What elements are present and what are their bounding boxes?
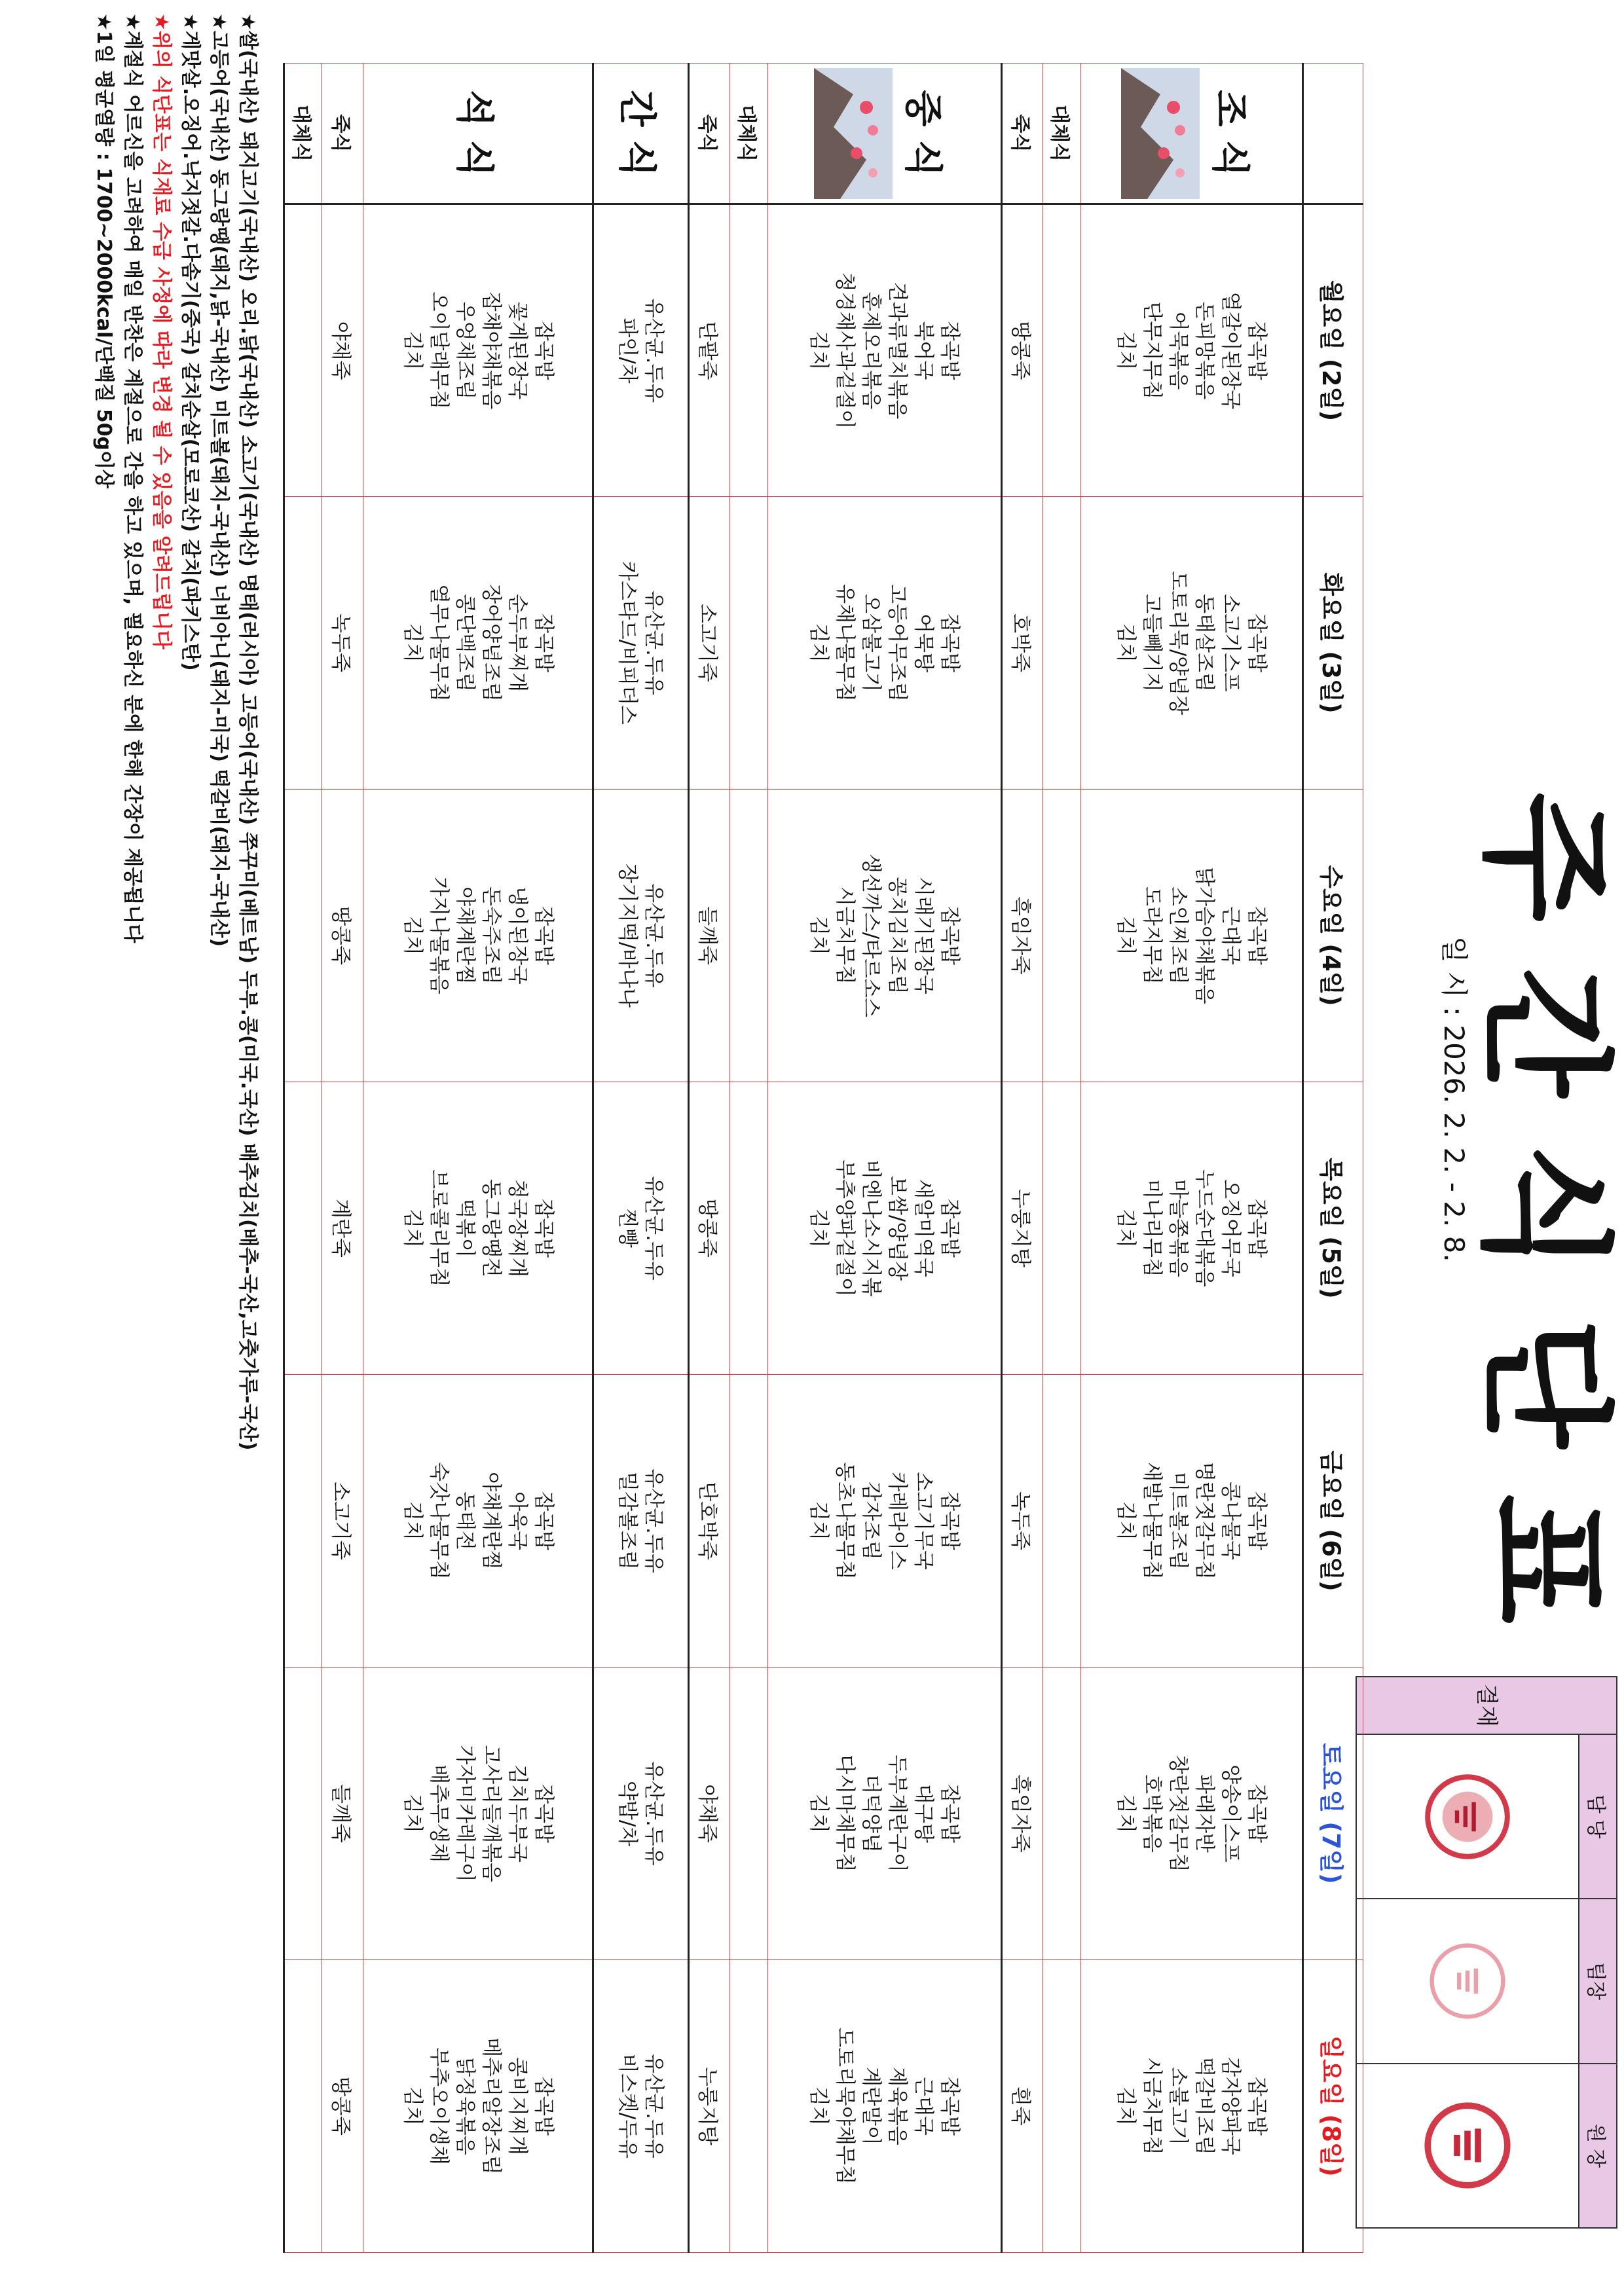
- menu-item: 잡곡밥: [531, 1491, 555, 1550]
- snack-sat: [593, 1667, 688, 1960]
- breakfast-thu: [1080, 1082, 1302, 1375]
- alt-label: 대체식: [284, 64, 322, 204]
- menu-item: 동그랑땡전: [479, 1179, 503, 1277]
- snack-fri: [593, 1375, 688, 1667]
- menu-item: 장기지떡/바나나: [616, 863, 640, 1008]
- porridge-label: 죽식: [688, 64, 729, 204]
- dinner-thu: [363, 1082, 593, 1375]
- menu-item: 미나리무침: [1140, 1179, 1164, 1277]
- menu-item: 대구탕: [912, 1784, 936, 1843]
- breakfast-sun: [1080, 1960, 1302, 2253]
- menu-item: 김치: [400, 1794, 424, 1833]
- menu-item: 김치: [807, 916, 831, 955]
- menu-item: 고사리들깨볶음: [479, 1745, 503, 1882]
- dinner-porridge-fri: 소고기죽: [322, 1375, 363, 1667]
- breakfast-fri: [1080, 1375, 1302, 1667]
- dinner-alt-mon: [284, 204, 322, 497]
- lunch-alt-mon: [729, 204, 767, 497]
- menu-item: 잡곡밥: [1245, 613, 1269, 672]
- dinner-mon: [363, 204, 593, 497]
- menu-item: 훈제오리볶음: [859, 291, 883, 410]
- menu-item: 잡곡밥: [1245, 321, 1269, 380]
- breakfast-porridge-fri: 녹두죽: [1001, 1375, 1043, 1667]
- menu-item: 잡곡밥: [1245, 906, 1269, 965]
- menu-item: 김치: [1114, 331, 1138, 371]
- day-mon: 월요일 (2일): [1302, 204, 1363, 497]
- menu-item: 돈피망볶음: [1192, 301, 1217, 400]
- menu-item: 새알미역국: [912, 1179, 936, 1277]
- breakfast-alt-fri: [1043, 1375, 1080, 1667]
- menu-item: 잡곡밥: [938, 1199, 962, 1258]
- menu-item: 콩나물국: [1219, 1482, 1243, 1560]
- menu-item: 순두부찌개: [505, 594, 529, 692]
- menu-item: 브로콜리무침: [426, 1169, 451, 1287]
- menu-item: 김치: [1114, 1501, 1138, 1540]
- menu-item: 김치: [807, 331, 831, 371]
- approval-role-leader: 팀장: [1579, 1899, 1617, 2063]
- lunch-alt-tue: [729, 497, 767, 790]
- menu-item: 다시마채무침: [833, 1755, 857, 1872]
- menu-item: 꽁치김치조림: [885, 877, 910, 994]
- menu-item: 잡곡밥: [938, 2077, 962, 2136]
- menu-item: 고들빼기지: [1140, 594, 1164, 692]
- lunch-alt-fri: [729, 1375, 767, 1667]
- menu-item: 유산균.두유: [642, 1761, 666, 1866]
- day-header-row: [1302, 64, 1363, 2253]
- menu-item: 잡곡밥: [1245, 1491, 1269, 1550]
- menu-item: 오이달래무침: [426, 291, 451, 410]
- menu-item: 소고기스프: [1219, 594, 1243, 692]
- menu-item: 보쌈/양념장: [885, 1175, 910, 1281]
- menu-item: 찐빵: [616, 1209, 640, 1248]
- breakfast-porridge-sun: 흰죽: [1001, 1960, 1043, 2253]
- menu-item: 김치: [400, 1209, 424, 1248]
- menu-item: 오징어무국: [1219, 1179, 1243, 1277]
- lunch-alt-sun: [729, 1960, 767, 2253]
- breakfast-porridge-row: [1001, 64, 1043, 2253]
- breakfast-alt-thu: [1043, 1082, 1080, 1375]
- menu-item: 김치: [807, 1209, 831, 1248]
- menu-item: 양송이스프: [1219, 1764, 1243, 1863]
- menu-item: 어묵탕: [912, 613, 936, 672]
- menu-item: 숙갓나물무침: [426, 1462, 451, 1580]
- day-wed: 수요일 (4일): [1302, 790, 1363, 1082]
- menu-item: 김치: [400, 1501, 424, 1540]
- menu-item: 김치: [1114, 916, 1138, 955]
- meal-label-dinner: 석 식: [363, 64, 593, 204]
- menu-item: 냉이된장국: [505, 886, 529, 985]
- menu-item: 장어양념조림: [479, 584, 503, 702]
- plum-blossom-photo-icon: [1121, 68, 1200, 199]
- meal-label-lunch: 중 식: [767, 64, 1001, 204]
- breakfast-porridge-wed: 흑임자죽: [1001, 790, 1043, 1082]
- dinner-fri: [363, 1375, 593, 1667]
- menu-item: 소고기무국: [912, 1472, 936, 1570]
- menu-item: 잡곡밥: [531, 1199, 555, 1258]
- dinner-porridge-thu: 계란죽: [322, 1082, 363, 1375]
- snack-sun: [593, 1960, 688, 2253]
- approval-box: [1356, 1676, 1617, 2229]
- day-sat: 토요일 (7일): [1302, 1667, 1363, 1960]
- menu-item: 잡곡밥: [1245, 1784, 1269, 1843]
- menu-item: 잡곡밥: [531, 906, 555, 965]
- day-sun: 일요일 (8일): [1302, 1960, 1363, 2253]
- lunch-porridge-sun: 누룽지탕: [688, 1960, 729, 2253]
- menu-item: 유산균.두유: [642, 2054, 666, 2159]
- day-tue: 화요일 (3일): [1302, 497, 1363, 790]
- dinner-sat: [363, 1667, 593, 1960]
- menu-item: 메추리알장조림: [479, 2037, 503, 2175]
- menu-item: 김치: [807, 1794, 831, 1833]
- breakfast-alt-sun: [1043, 1960, 1080, 2253]
- lunch-mon: [767, 204, 1001, 497]
- menu-item: 유채나물무침: [833, 584, 857, 702]
- menu-item: 더덕양념: [859, 1774, 883, 1853]
- menu-item: 파래자반: [1192, 1774, 1217, 1853]
- menu-item: 감자양파국: [1219, 2057, 1243, 2155]
- menu-item: 시금치무침: [1140, 2057, 1164, 2155]
- menu-item: 콩비지찌개: [505, 2057, 529, 2155]
- breakfast-wed: [1080, 790, 1302, 1082]
- lunch-porridge-wed: 들깨죽: [688, 790, 729, 1082]
- lunch-porridge-sat: 야채죽: [688, 1667, 729, 1960]
- dinner-alt-sun: [284, 1960, 322, 2253]
- menu-item: 김치: [1114, 623, 1138, 663]
- menu-item: 아욱국: [505, 1491, 529, 1550]
- breakfast-mon: [1080, 204, 1302, 497]
- date-range: 일 시 : 2026. 2. 2. - 2. 8.: [1438, 936, 1470, 1262]
- menu-item: 콩단백조림: [452, 594, 477, 692]
- breakfast-porridge-mon: 땅콩죽: [1001, 204, 1043, 497]
- menu-item: 동태살조림: [1192, 594, 1217, 692]
- menu-item: 잡곡밥: [531, 1784, 555, 1843]
- breakfast-alt-wed: [1043, 790, 1080, 1082]
- menu-item: 비스켓/두유: [616, 2053, 640, 2159]
- menu-item: 카레라이스: [885, 1472, 910, 1570]
- menu-item: 도토리묵야채무침: [833, 2028, 857, 2185]
- day-fri: 금요일 (6일): [1302, 1375, 1363, 1667]
- menu-item: 명란젓갈무침: [1192, 1462, 1217, 1580]
- menu-item: 시래기된장국: [912, 877, 936, 994]
- dinner-porridge-tue: 녹두죽: [322, 497, 363, 790]
- menu-item: 고등어무조림: [885, 584, 910, 702]
- menu-item: 열무나물무침: [426, 584, 451, 702]
- menu-item: 잡곡밥: [1245, 2077, 1269, 2136]
- lunch-sat: [767, 1667, 1001, 1960]
- dinner-alt-thu: [284, 1082, 322, 1375]
- snack-thu: [593, 1082, 688, 1375]
- menu-item: 도토리묵/양념장: [1166, 570, 1190, 716]
- menu-item: 견과류멸치볶음: [885, 282, 910, 420]
- menu-item: 생선까스/타르소스: [859, 853, 883, 1017]
- menu-item: 김치: [400, 623, 424, 663]
- breakfast-porridge-thu: 누룽지탕: [1001, 1082, 1043, 1375]
- breakfast-alt-row: [1043, 64, 1080, 2253]
- menu-item: 오삼불고기: [859, 594, 883, 692]
- lunch-porridge-mon: 단팥죽: [688, 204, 729, 497]
- dinner-porridge-mon: 야채죽: [322, 204, 363, 497]
- lunch-alt-row: [729, 64, 767, 2253]
- dinner-alt-wed: [284, 790, 322, 1082]
- menu-item: 유산균.두유: [642, 1176, 666, 1281]
- menu-item: 우엉채조림: [452, 301, 477, 400]
- day-thu: 목요일 (5일): [1302, 1082, 1363, 1375]
- menu-item: 김치: [807, 1501, 831, 1540]
- menu-item: 새발나물무침: [1140, 1462, 1164, 1580]
- menu-item: 단무지무침: [1140, 301, 1164, 400]
- lunch-thu: [767, 1082, 1001, 1375]
- approval-label: 결재: [1356, 1677, 1617, 1734]
- menu-item: 유산균.두유: [642, 591, 666, 695]
- menu-item: 김치: [1114, 1794, 1138, 1833]
- menu-item: 잡곡밥: [938, 1784, 962, 1843]
- menu-item: 김치두부국: [505, 1764, 529, 1863]
- menu-item: 잡곡밥: [938, 613, 962, 672]
- menu-item: 카스타드/비피더스: [616, 560, 640, 725]
- menu-item: 부추오이생채: [426, 2047, 451, 2165]
- seal-stamp-icon: [1415, 1929, 1520, 2033]
- menu-item: 꽃게된장국: [505, 301, 529, 400]
- menu-item: 야채계란찜: [452, 886, 477, 985]
- snack-wed: [593, 790, 688, 1082]
- alt-label: 대체식: [729, 64, 767, 204]
- menu-item: 가지나물볶음: [426, 877, 451, 994]
- dinner-tue: [363, 497, 593, 790]
- menu-item: 김치: [807, 623, 831, 663]
- lunch-porridge-tue: 소고기죽: [688, 497, 729, 790]
- menu-item: 근대국: [912, 2077, 936, 2136]
- dinner-porridge-sun: 땅콩죽: [322, 1960, 363, 2253]
- menu-item: 잡곡밥: [938, 1491, 962, 1550]
- seal-stamp-icon: [1415, 2093, 1520, 2198]
- lunch-porridge-fri: 단호박죽: [688, 1375, 729, 1667]
- dinner-alt-fri: [284, 1375, 322, 1667]
- menu-item: 김치: [1114, 1209, 1138, 1248]
- breakfast-main-row: [1080, 64, 1302, 2253]
- menu-item: 도라지무침: [1140, 886, 1164, 985]
- note-line: ★쌀(국내산) 돼지고기(국내산) 오리.닭(국내산) 소고기(국내산) 명태(러시아) 고등어(국내산) 쭈꾸미(베트남) 두부.콩(미국.국산) 배추김치(배추-국산,고춧가루-국산): [236, 13, 259, 1451]
- menu-item: 배추무생채: [426, 1764, 451, 1863]
- dinner-main-row: [363, 64, 593, 2253]
- menu-item: 근대국: [1219, 906, 1243, 965]
- dinner-porridge-row: [322, 64, 363, 2253]
- menu-item: 잡곡밥: [531, 613, 555, 672]
- approval-role-director: 원 장: [1579, 2064, 1617, 2228]
- menu-item: 제육볶음: [885, 2067, 910, 2145]
- menu-item: 유산균.두유: [642, 298, 666, 403]
- menu-item: 잡곡밥: [938, 906, 962, 965]
- lunch-porridge-row: [688, 64, 729, 2253]
- menu-item: 잡곡밥: [1245, 1199, 1269, 1258]
- breakfast-tue: [1080, 497, 1302, 790]
- breakfast-alt-sat: [1043, 1667, 1080, 1960]
- dinner-porridge-wed: 땅콩죽: [322, 790, 363, 1082]
- menu-item: 김치: [400, 916, 424, 955]
- dinner-wed: [363, 790, 593, 1082]
- approval-stamp-director: [1356, 2064, 1579, 2228]
- breakfast-sat: [1080, 1667, 1302, 1960]
- page-title: 주간식단표: [1466, 792, 1622, 1670]
- weekly-menu-table: [283, 63, 1363, 2253]
- menu-item: 잡채야채볶음: [479, 291, 503, 410]
- corner-cell: [1302, 64, 1363, 204]
- menu-item: 유산균.두유: [642, 883, 666, 988]
- menu-item: 마늘쫑볶음: [1166, 1179, 1190, 1277]
- note-line: ★게맛살.오징어.낙지젓갈.다솜기(중국) 갈치순살(모로코산) 갈치(파키스탄): [179, 13, 202, 671]
- menu-item: 청국장찌개: [505, 1179, 529, 1277]
- menu-item: 닭정육볶음: [452, 2057, 477, 2155]
- menu-item: 김치: [400, 2086, 424, 2126]
- menu-item: 청경채사과겉절이: [833, 272, 857, 429]
- plum-blossom-photo-icon: [814, 68, 893, 199]
- menu-item: 잡곡밥: [531, 2077, 555, 2136]
- menu-item: 김치: [807, 2086, 831, 2126]
- snack-row: [593, 64, 688, 2253]
- note-line-warning: ★위의 식단표는 식재료 수급 사정에 따라 변경 될 수 있음을 알려드립니다: [150, 13, 173, 649]
- porridge-label: 죽식: [1001, 64, 1043, 204]
- dinner-alt-sat: [284, 1667, 322, 1960]
- menu-item: 동태전: [452, 1491, 477, 1550]
- menu-item: 유산균.두유: [642, 1468, 666, 1573]
- lunch-alt-sat: [729, 1667, 767, 1960]
- menu-item: 미트볼조림: [1166, 1472, 1190, 1570]
- menu-item: 소불고기: [1166, 2067, 1190, 2145]
- note-line: ★고등어(국내산) 동그랑땡(돼지,닭-국내산) 미트볼(돼지-국내산) 너비아니(돼지-미국) 떡갈비(돼지-국내산): [208, 13, 231, 947]
- lunch-fri: [767, 1375, 1001, 1667]
- menu-item: 비엔나소시지볶: [859, 1159, 883, 1297]
- menu-item: 부추양파겉절이: [833, 1159, 857, 1297]
- porridge-label: 죽식: [322, 64, 363, 204]
- footnotes: [89, 13, 262, 2265]
- menu-item: 동초나물무침: [833, 1462, 857, 1580]
- meal-label-snack: 간 식: [593, 64, 688, 204]
- breakfast-alt-mon: [1043, 204, 1080, 497]
- lunch-porridge-thu: 땅콩죽: [688, 1082, 729, 1375]
- dinner-alt-tue: [284, 497, 322, 790]
- menu-item: 가자미카레구이: [452, 1745, 477, 1882]
- menu-item: 약밥/차: [616, 1780, 640, 1847]
- menu-item: 야채계란찜: [479, 1472, 503, 1570]
- menu-item: 북어국: [912, 321, 936, 380]
- lunch-alt-wed: [729, 790, 767, 1082]
- menu-item: 잡곡밥: [938, 321, 962, 380]
- breakfast-alt-tue: [1043, 497, 1080, 790]
- lunch-alt-thu: [729, 1082, 767, 1375]
- breakfast-porridge-tue: 호박죽: [1001, 497, 1043, 790]
- snack-tue: [593, 497, 688, 790]
- menu-item: 호박볶음: [1140, 1774, 1164, 1853]
- alt-label: 대체식: [1043, 64, 1080, 204]
- note-line: ★계절식 어르신을 고려하여 매일 반찬은 계절으로 간을 하고 있으며, 필요하신 분에 한해 간장이 제공됩니다: [121, 13, 144, 943]
- lunch-tue: [767, 497, 1001, 790]
- breakfast-porridge-sat: 흑임자죽: [1001, 1667, 1043, 1960]
- lunch-main-row: [767, 64, 1001, 2253]
- snack-mon: [593, 204, 688, 497]
- note-line: ★1일 평균열량 : 1700~2000kcal/단백질 50g이상: [92, 13, 115, 488]
- menu-item: 소인찌조림: [1166, 886, 1190, 985]
- meal-label-breakfast: 조 식: [1080, 64, 1302, 204]
- menu-item: 떡볶이: [452, 1199, 477, 1258]
- seal-stamp-icon: [1415, 1764, 1520, 1869]
- menu-item: 창란젓갈무침: [1166, 1755, 1190, 1872]
- approval-stamp-leader: [1356, 1899, 1579, 2063]
- menu-item: 두부계란구이: [885, 1755, 910, 1872]
- menu-item: 감자조림: [859, 1482, 883, 1560]
- menu-item: 시금치무침: [833, 886, 857, 985]
- lunch-wed: [767, 790, 1001, 1082]
- menu-item: 잡곡밥: [531, 321, 555, 380]
- dinner-alt-row: [284, 64, 322, 2253]
- menu-item: 계란말이: [859, 2067, 883, 2145]
- menu-item: 파인/차: [616, 318, 640, 384]
- menu-item: 김치: [1114, 2086, 1138, 2126]
- dinner-porridge-sat: 들깨죽: [322, 1667, 363, 1960]
- menu-item: 닭가슴야채볶음: [1192, 867, 1217, 1004]
- dinner-sun: [363, 1960, 593, 2253]
- lunch-sun: [767, 1960, 1001, 2253]
- approval-role-staff: 담 당: [1579, 1734, 1617, 1899]
- menu-item: 떡갈비조림: [1192, 2057, 1217, 2155]
- menu-item: 열갈이된장국: [1219, 291, 1243, 410]
- menu-item: 돈숙주조림: [479, 886, 503, 985]
- menu-item: 김치: [400, 331, 424, 371]
- menu-item: 밀감볼조림: [616, 1472, 640, 1570]
- menu-item: 어묵볶음: [1166, 311, 1190, 390]
- menu-item: 누드순대볶음: [1192, 1169, 1217, 1287]
- approval-stamp-staff: [1356, 1734, 1579, 1899]
